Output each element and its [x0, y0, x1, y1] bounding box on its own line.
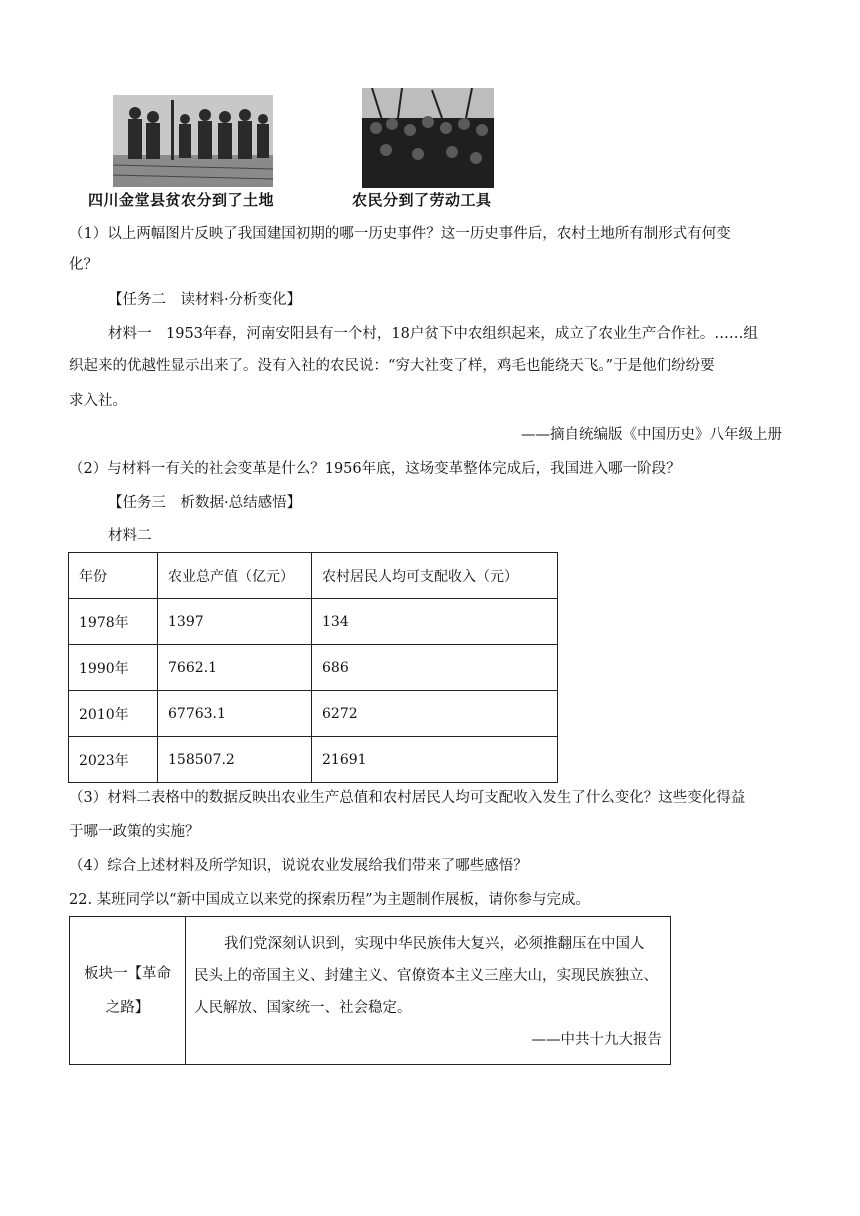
table-header-row — [69, 553, 558, 599]
board-label-cell — [70, 917, 186, 1065]
table-header-cell: 年份 — [69, 553, 158, 599]
board-label-line-2: 之路】 — [105, 999, 150, 1016]
material-1-line-2: 织起来的优越性显示出来了。没有入社的农民说：“穷大社变了样，鸡毛也能绕天飞。”于是他们纷纷要 — [69, 358, 715, 374]
question-1-line-1: （1）以上两幅图片反映了我国建国初期的哪一历史事件？这一历史事件后，农村土地所有制形式有何变 — [69, 226, 731, 242]
tools-distribution-photo — [362, 88, 494, 188]
table-cell-output: 67763.1 — [158, 691, 312, 737]
material-2-label: 材料二 — [108, 528, 152, 544]
photo-caption-tools: 农民分到了劳动工具 — [352, 191, 492, 209]
material-1-line-3: 求入社。 — [69, 393, 127, 409]
task-3-title: 【任务三 析数据·总结感悟】 — [108, 495, 302, 511]
table-cell-year: 1990年 — [69, 645, 158, 691]
table-row — [69, 737, 558, 783]
board-content-cell — [186, 917, 671, 1065]
question-3-line-1: （3）材料二表格中的数据反映出农业生产总值和农村居民人均可支配收入发生了什么变化？这些变化得益 — [69, 790, 746, 806]
table-cell-output: 158507.2 — [158, 737, 312, 783]
table-cell-income: 686 — [312, 645, 558, 691]
material-1-source: ——摘自统编版《中国历史》八年级上册 — [521, 427, 782, 443]
table-cell-income: 134 — [312, 599, 558, 645]
material-1-line-1: 材料一 1953年春，河南安阳县有一个村，18户贫下中农组织起来，成立了农业生产合作社。……组 — [108, 326, 758, 342]
table-cell-year: 2010年 — [69, 691, 158, 737]
board-row — [70, 917, 671, 1065]
question-4: （4）综合上述材料及所学知识，说说农业发展给我们带来了哪些感悟？ — [69, 858, 528, 874]
table-cell-income: 6272 — [312, 691, 558, 737]
table-header-cell: 农业总产值（亿元） — [158, 553, 312, 599]
table-cell-year: 2023年 — [69, 737, 158, 783]
table-row — [69, 599, 558, 645]
table-row — [69, 691, 558, 737]
question-2: （2）与材料一有关的社会变革是什么？1956年底，这场变革整体完成后，我国进入哪一阶段？ — [69, 461, 681, 477]
table-header-cell: 农村居民人均可支配收入（元） — [312, 553, 558, 599]
board-label-line-1: 板块一【革命 — [84, 965, 171, 982]
table-cell-output: 7662.1 — [158, 645, 312, 691]
photo-caption-land: 四川金堂县贫农分到了土地 — [88, 191, 275, 209]
question-22: 22. 某班同学以“新中国成立以来党的探索历程”为主题制作展板，请你参与完成。 — [69, 892, 590, 908]
board-quote-line-3: 人民解放、国家统一、社会稳定。 — [194, 999, 412, 1016]
board-quote-line-2: 民头上的帝国主义、封建主义、官僚资本主义三座大山，实现民族独立、 — [194, 967, 658, 984]
question-3-line-2: 于哪一政策的实施？ — [69, 824, 200, 840]
table-cell-year: 1978年 — [69, 599, 158, 645]
board-quote-line-1: 我们党深刻认识到，实现中华民族伟大复兴，必须推翻压在中国人 — [224, 935, 645, 952]
table-row — [69, 645, 558, 691]
question-1-line-2: 化？ — [69, 257, 98, 273]
land-distribution-photo — [113, 95, 273, 187]
exhibition-board-table — [69, 916, 671, 1065]
board-quote-source: ——中共十九大报告 — [531, 1031, 662, 1048]
agri-data-table — [68, 552, 558, 783]
table-cell-income: 21691 — [312, 737, 558, 783]
table-cell-output: 1397 — [158, 599, 312, 645]
task-2-title: 【任务二 读材料·分析变化】 — [108, 292, 302, 308]
